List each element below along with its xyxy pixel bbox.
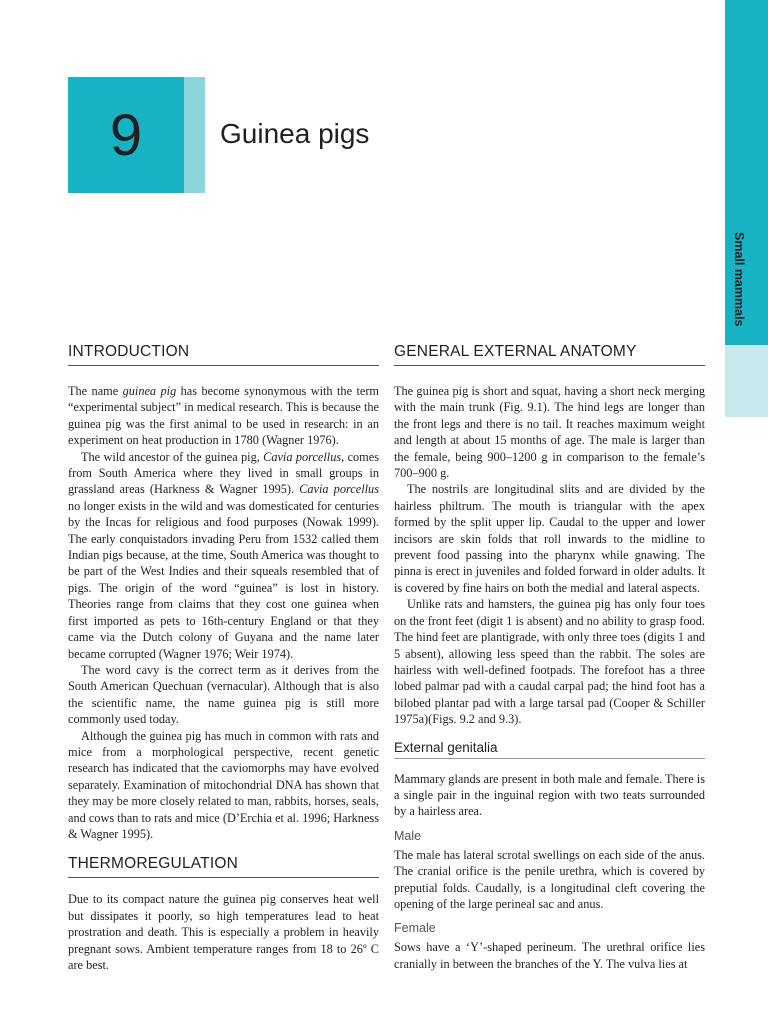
chapter-title: Guinea pigs bbox=[220, 118, 370, 149]
female-subheading: Female bbox=[394, 921, 436, 936]
male-paragraph: The male has lateral scrotal swellings on each side of the anus. The cranial orifice is the penile urethra, which is covered by preputial folds. Caudally, is a longitudinal cleft covering the opening of the large perineal sac and anus. bbox=[394, 847, 705, 911]
anatomy-heading: GENERAL EXTERNAL ANATOMY bbox=[394, 343, 705, 366]
introduction-heading: INTRODUCTION bbox=[68, 343, 379, 366]
right-column bbox=[394, 343, 705, 972]
section-tab-label: Small mammals bbox=[732, 232, 746, 327]
introduction-paragraph: Although the guinea pig has much in common with rats and mice from a morphological perspective, recent genetic research has indicated that the caviomorphs may have evolved separately. Examination of mitochondrial DNA has shown that they may be more closely related to man, rabbits, horses, seals, and cows than to rats and mice (D’Erchia et al. 1996; Harkness & Wagner 1995). bbox=[68, 728, 379, 841]
anatomy-paragraph: The guinea pig is short and squat, having a short neck merging with the main trunk (Fig. 9.1). The hind legs are longer than the front legs and there is no tail. It reaches maximum weight and length at about 15 months of age. The male is larger than the female, being 900–1200 g in comparison to the female’s 700–900 g. bbox=[394, 384, 705, 481]
anatomy-paragraph: The nostrils are longitudinal slits and are divided by the hairless philtrum. The mouth is triangular with the apex formed by the split upper lip. Caudal to the upper and lower incisors are skin folds that roll inwards to the midline to prevent food passing into the pharynx while gnawing. The pinna is erect in juveniles and folded forward in older adults. It is covered by fine hairs on both the medial and lateral aspects. bbox=[394, 482, 705, 595]
left-column bbox=[68, 343, 379, 973]
genitalia-paragraph: Mammary glands are present in both male and female. There is a single pair in the inguinal region with two teats surrounded by a hairless area. bbox=[394, 771, 705, 819]
genitalia-heading: External genitalia bbox=[394, 740, 705, 759]
male-subheading: Male bbox=[394, 828, 422, 843]
chapter-accent-strip bbox=[184, 77, 205, 193]
introduction-paragraph: The word cavy is the correct term as it derives from the South American Quechuan (vernacular). Although that is also the scientific name, the name guinea pig is still more commonly used today. bbox=[68, 662, 379, 727]
thermoregulation-heading: THERMOREGULATION bbox=[68, 855, 379, 878]
introduction-paragraph: The wild ancestor of the guinea pig, Cavia porcellus, comes from South America where they lived in small groups in grassland areas (Harkness & Wagner 1995). Cavia porcellus no longer exists in the wild and was domesticated for centuries by the Incas for religious and food purposes (Nowak 1999). The early conquistadors invading Peru from 1532 called them Indian pigs because, at the time, South America was thought to be part of the West Indies and their squeals resembled that of pigs. The origin of the word “guinea” is lost in history. Theories range from claims that they cost one guinea when first imported as pets to 16th-century England or that they came via the Dutch colony of Guyana and the name later became corrupted (Wagner 1976; Weir 1974). bbox=[68, 449, 379, 661]
chapter-number: 9 bbox=[109, 102, 143, 168]
anatomy-paragraph: Unlike rats and hamsters, the guinea pig has only four toes on the front feet (digit 1 is absent) and no ability to grasp food. The hind feet are plantigrade, with only three toes (digits 1 and 5 absent), allowing less speed than the rabbit. The soles are hairless with well-defined footpads. The forefoot has a three lobed palmar pad with a caudal carpal pad; the hind foot has a bilobed plantar pad with a large tarsal pad (Cooper & Schiller 1975a)(Figs. 9.2 and 9.3). bbox=[394, 597, 705, 727]
section-tab-accent bbox=[725, 345, 768, 417]
introduction-paragraph: The name guinea pig has become synonymous with the term “experimental subject” in medical research. This is because the guinea pig was the first animal to be used in research: in an experiment on heat production in 1780 (Wagner 1976). bbox=[68, 384, 379, 448]
female-paragraph: Sows have a ‘Y’-shaped perineum. The urethral orifice lies cranially in between the branches of the Y. The vulva lies at bbox=[394, 940, 705, 971]
thermoregulation-paragraph: Due to its compact nature the guinea pig conserves heat well but dissipates it poorly, so high temperatures lead to heat prostration and death. This is especially a problem in heavily pregnant sows. Ambient temperature ranges from 18 to 26º C are best. bbox=[68, 892, 379, 972]
